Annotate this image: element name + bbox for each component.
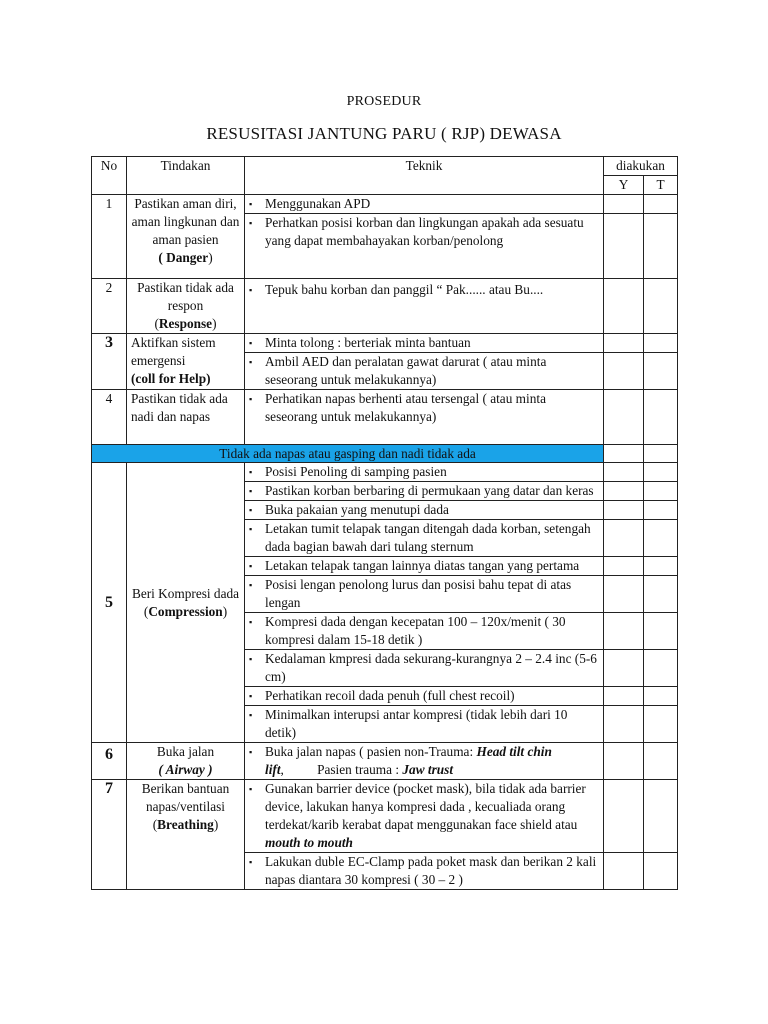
checkbox-t[interactable] — [644, 501, 678, 520]
list-item: ▪ Buka jalan napas ( pasien non-Trauma: Head tilt chin lift, Pasien trauma : Jaw trust — [249, 744, 552, 777]
checkbox-y[interactable] — [604, 279, 644, 334]
checkbox-y[interactable] — [604, 501, 644, 520]
list-item: ▪ Pastikan korban berbaring di permukaan yang datar dan keras — [249, 483, 594, 498]
bullet-icon: ▪ — [249, 285, 253, 295]
bullet-icon: ▪ — [249, 617, 253, 627]
checkbox-y[interactable] — [604, 520, 644, 557]
checkbox-t[interactable] — [644, 353, 678, 390]
checkbox-t[interactable] — [644, 706, 678, 743]
bullet-icon: ▪ — [249, 199, 253, 209]
action-bold: ( Airway ) — [158, 762, 213, 777]
bullet-icon: ▪ — [249, 691, 253, 701]
checkbox-t[interactable] — [644, 390, 678, 445]
checkbox-t[interactable] — [644, 520, 678, 557]
checkbox-t[interactable] — [644, 576, 678, 613]
checkbox-y[interactable] — [604, 463, 644, 482]
header-no: No — [92, 157, 127, 195]
step-number: 1 — [92, 195, 127, 279]
bullet-icon: ▪ — [249, 357, 253, 367]
bullet-icon: ▪ — [249, 580, 253, 590]
checkbox-t[interactable] — [644, 650, 678, 687]
bullet-icon: ▪ — [249, 561, 253, 571]
list-item: ▪ Kedalaman kmpresi dada sekurang-kurangnya 2 – 2.4 inc (5-6 cm) — [249, 651, 597, 684]
list-item: ▪ Ambil AED dan peralatan gawat darurat ( atau minta seseorang untuk melakukannya) — [249, 354, 547, 387]
checkbox-y[interactable] — [604, 743, 644, 780]
step-number: 5 — [92, 463, 127, 743]
checkbox-y[interactable] — [604, 214, 644, 279]
checkbox-t[interactable] — [644, 334, 678, 353]
header-teknik: Teknik — [245, 157, 604, 195]
technique-cell — [245, 576, 604, 613]
procedure-table — [91, 156, 678, 890]
checkbox-y[interactable] — [604, 353, 644, 390]
table-row — [92, 743, 678, 780]
checkbox-t[interactable] — [644, 687, 678, 706]
checkbox-y[interactable] — [604, 195, 644, 214]
checkbox-y[interactable] — [604, 853, 644, 890]
technique-cell — [245, 501, 604, 520]
checkbox-y[interactable] — [604, 334, 644, 353]
list-item: ▪ Gunakan barrier device (pocket mask), bila tidak ada barrier device, lakukan hanya kompresi dada , kecualiada orang terdekat/karib kerabat dapat menggunakan face shield atau mouth to mouth — [249, 781, 586, 850]
action-text: Pastikan aman diri, aman lingkunan dan aman pasien — [131, 196, 240, 247]
bullet-icon: ▪ — [249, 338, 253, 348]
action-text: Aktifkan sistem emergensi — [131, 335, 216, 368]
bullet-icon: ▪ — [249, 710, 253, 720]
action-bold: ( Danger — [158, 250, 209, 265]
checkbox-y[interactable] — [604, 650, 644, 687]
list-item: ▪ Lakukan duble EC-Clamp pada poket mask dan berikan 2 kali napas diantara 30 kompresi ( 30 – 2 ) — [249, 854, 597, 887]
header-y: Y — [604, 176, 644, 195]
step-number: 3 — [92, 334, 127, 390]
list-item: ▪ Perhatikan recoil dada penuh (full chest recoil) — [249, 688, 515, 703]
checkbox-t[interactable] — [644, 279, 678, 334]
technique-cell — [245, 687, 604, 706]
checkbox-y[interactable] — [604, 390, 644, 445]
list-item: ▪ Perhatikan napas berhenti atau tersengal ( atau minta seseorang untuk melakukannya) — [249, 391, 546, 424]
technique-cell — [245, 613, 604, 650]
action-text: Pastikan tidak ada nadi dan napas — [131, 391, 228, 424]
checkbox-y[interactable] — [604, 706, 644, 743]
header-row — [92, 157, 678, 176]
list-item: ▪ Letakan tumit telapak tangan ditengah dada korban, setengah dada bagian bawah dari tulang sternum — [249, 521, 591, 554]
technique-cell — [245, 279, 604, 334]
checkbox-y[interactable] — [604, 482, 644, 501]
checkbox-t[interactable] — [644, 853, 678, 890]
list-item: ▪ Buka pakaian yang menutupi dada — [249, 502, 449, 517]
bullet-icon: ▪ — [249, 218, 253, 228]
action-after: ) — [208, 250, 213, 265]
table-row — [92, 279, 678, 334]
list-item: ▪ Letakan telapak tangan lainnya diatas tangan yang pertama — [249, 558, 580, 573]
header-tindakan: Tindakan — [127, 157, 245, 195]
action-text: Beri Kompresi dada — [131, 585, 240, 601]
step-number: 4 — [92, 390, 127, 445]
bullet-icon: ▪ — [249, 747, 253, 757]
bullet-icon: ▪ — [249, 505, 253, 515]
technique-cell — [245, 650, 604, 687]
action-cell: Beri Kompresi dada (Compression) — [127, 463, 245, 743]
list-item: ▪ Minta tolong : berteriak minta bantuan — [249, 335, 471, 350]
technique-cell — [245, 214, 604, 279]
checkbox-y[interactable] — [604, 613, 644, 650]
step-number: 7 — [92, 780, 127, 890]
action-cell — [127, 743, 245, 780]
list-item: ▪ Minimalkan interupsi antar kompresi (tidak lebih dari 10 detik) — [249, 707, 568, 740]
bullet-icon: ▪ — [249, 486, 253, 496]
list-item: ▪ Perhatkan posisi korban dan lingkungan apakah ada sesuatu yang dapat membahayakan korban/penolong — [249, 215, 584, 248]
action-text: Buka jalan — [156, 744, 215, 759]
action-cell — [127, 334, 245, 390]
bullet-icon: ▪ — [249, 394, 253, 404]
list-item: ▪ Tepuk bahu korban dan panggil “ Pak...... atau Bu.... — [249, 282, 544, 297]
checkbox-t[interactable] — [644, 613, 678, 650]
technique-cell — [245, 353, 604, 390]
action-cell — [127, 390, 245, 445]
bullet-icon: ▪ — [249, 524, 253, 534]
bullet-icon: ▪ — [249, 857, 253, 867]
table-row — [92, 334, 678, 353]
checkbox-y[interactable] — [604, 576, 644, 613]
action-text: Berikan bantuan napas/ventilasi — [141, 781, 230, 814]
technique-cell — [245, 482, 604, 501]
checkbox-t[interactable] — [644, 463, 678, 482]
technique-cell — [245, 334, 604, 353]
table-row — [92, 390, 678, 445]
page-title: PROSEDUR — [346, 94, 422, 109]
list-item: ▪ Menggunakan APD — [249, 196, 371, 211]
list-item: ▪ Posisi lengan penolong lurus dan posisi bahu tepat di atas lengan — [249, 577, 572, 610]
page-subtitle: RESUSITASI JANTUNG PARU ( RJP) DEWASA — [206, 124, 562, 143]
checkbox-y[interactable] — [604, 445, 644, 463]
step-number: 2 — [92, 279, 127, 334]
action-cell — [127, 195, 245, 279]
checkbox-t[interactable] — [644, 195, 678, 214]
technique-cell — [245, 853, 604, 890]
list-item: ▪ Posisi Penoling di samping pasien — [249, 464, 447, 479]
technique-cell — [245, 780, 604, 853]
bullet-icon: ▪ — [249, 467, 253, 477]
action-bold: (coll for Help) — [131, 371, 211, 386]
table-row — [92, 780, 678, 853]
bullet-icon: ▪ — [249, 654, 253, 664]
technique-cell — [245, 557, 604, 576]
checkbox-y[interactable] — [604, 687, 644, 706]
technique-cell — [245, 743, 604, 780]
action-text: Pastikan tidak ada respon — [137, 280, 234, 313]
technique-cell — [245, 463, 604, 482]
technique-cell — [245, 195, 604, 214]
table-row — [92, 463, 678, 482]
checkbox-y[interactable] — [604, 780, 644, 853]
action-bold: Response — [158, 316, 213, 331]
checkbox-y[interactable] — [604, 557, 644, 576]
table-row — [92, 195, 678, 214]
action-cell: Pastikan tidak ada respon (Response) — [127, 279, 245, 334]
action-bold: Breathing — [157, 817, 214, 832]
technique-cell — [245, 390, 604, 445]
list-item: ▪ Kompresi dada dengan kecepatan 100 – 120x/menit ( 30 kompresi dalam 15-18 detik ) — [249, 614, 566, 647]
technique-cell — [245, 520, 604, 557]
bullet-icon: ▪ — [249, 784, 253, 794]
step-number: 6 — [92, 743, 127, 780]
checkbox-t[interactable] — [644, 482, 678, 501]
action-cell: Berikan bantuan napas/ventilasi (Breathing) — [127, 780, 245, 890]
condition-banner: Tidak ada napas atau gasping dan nadi tidak ada — [92, 445, 604, 463]
technique-cell — [245, 706, 604, 743]
condition-banner-row — [92, 445, 678, 463]
checkbox-t[interactable] — [644, 214, 678, 279]
action-bold: Compression — [148, 603, 223, 619]
header-diakukan: diakukan — [604, 157, 678, 176]
checkbox-t[interactable] — [644, 780, 678, 853]
checkbox-t[interactable] — [644, 743, 678, 780]
checkbox-t[interactable] — [644, 557, 678, 576]
checkbox-t[interactable] — [644, 445, 678, 463]
header-t: T — [644, 176, 678, 195]
